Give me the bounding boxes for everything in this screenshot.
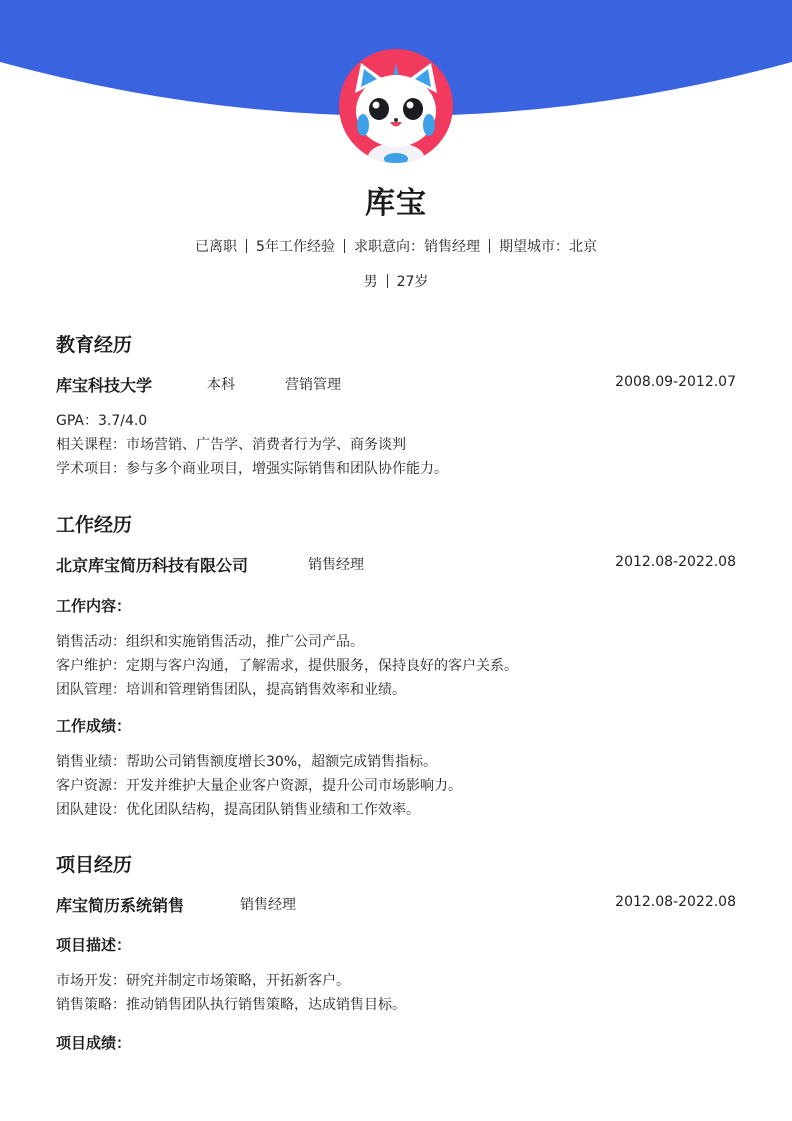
work-content-title: 工作内容： [56, 597, 132, 615]
avatar [339, 49, 453, 163]
personal-info-line [0, 271, 792, 291]
work-content-line: 销售活动：组织和实施销售活动，推广公司产品。 [56, 634, 364, 650]
education-line: 相关课程：市场营销、广告学、消费者行为学、商务谈判 [56, 437, 406, 453]
education-date: 2008.09-2012.07 [615, 374, 736, 390]
basic-info-line [0, 236, 792, 256]
project-results-title: 项目成绩： [56, 1034, 132, 1052]
divider [489, 239, 490, 253]
expected-city: 期望城市：北京 [498, 239, 597, 255]
gender: 男 [363, 274, 378, 290]
divider [387, 274, 388, 288]
work-content-line: 团队管理：培训和管理销售团队，提高销售效率和业绩。 [56, 682, 406, 698]
experience-years: 5年工作经验 [256, 239, 335, 255]
project-section-title: 项目经历 [56, 854, 133, 876]
project-role: 销售经理 [240, 897, 296, 913]
degree: 本科 [207, 377, 235, 393]
education-line: 学术项目：参与多个商业项目，增强实际销售和团队协作能力。 [56, 461, 448, 477]
work-result-line: 团队建设：优化团队结构，提高团队销售业绩和工作效率。 [56, 802, 420, 818]
divider [246, 239, 247, 253]
work-section-title: 工作经历 [56, 514, 133, 536]
major: 营销管理 [285, 377, 341, 393]
project-name: 库宝简历系统销售 [56, 896, 185, 915]
education-line: GPA：3.7/4.0 [56, 413, 148, 429]
work-date: 2012.08-2022.08 [615, 554, 736, 570]
project-desc-line: 市场开发：研究并制定市场策略，开拓新客户。 [56, 973, 350, 989]
school-name: 库宝科技大学 [56, 376, 153, 395]
work-result-line: 销售业绩：帮助公司销售额度增长30%，超额完成销售指标。 [56, 754, 438, 770]
job-status: 已离职 [195, 239, 238, 255]
project-desc-line: 销售策略：推动销售团队执行销售策略，达成销售目标。 [56, 997, 406, 1013]
work-content-line: 客户维护：定期与客户沟通，了解需求，提供服务，保持良好的客户关系。 [56, 658, 518, 674]
age: 27岁 [396, 274, 429, 290]
project-date: 2012.08-2022.08 [615, 894, 736, 910]
work-result-line: 客户资源：开发并维护大量企业客户资源，提升公司市场影响力。 [56, 778, 462, 794]
job-intention: 求职意向：销售经理 [353, 239, 480, 255]
candidate-name: 库宝 [365, 186, 427, 221]
education-section-title: 教育经历 [56, 334, 133, 356]
company-name: 北京库宝简历科技有限公司 [56, 556, 249, 575]
work-position: 销售经理 [308, 557, 364, 573]
divider [344, 239, 345, 253]
project-desc-title: 项目描述： [56, 936, 132, 954]
work-results-title: 工作成绩： [56, 717, 132, 735]
